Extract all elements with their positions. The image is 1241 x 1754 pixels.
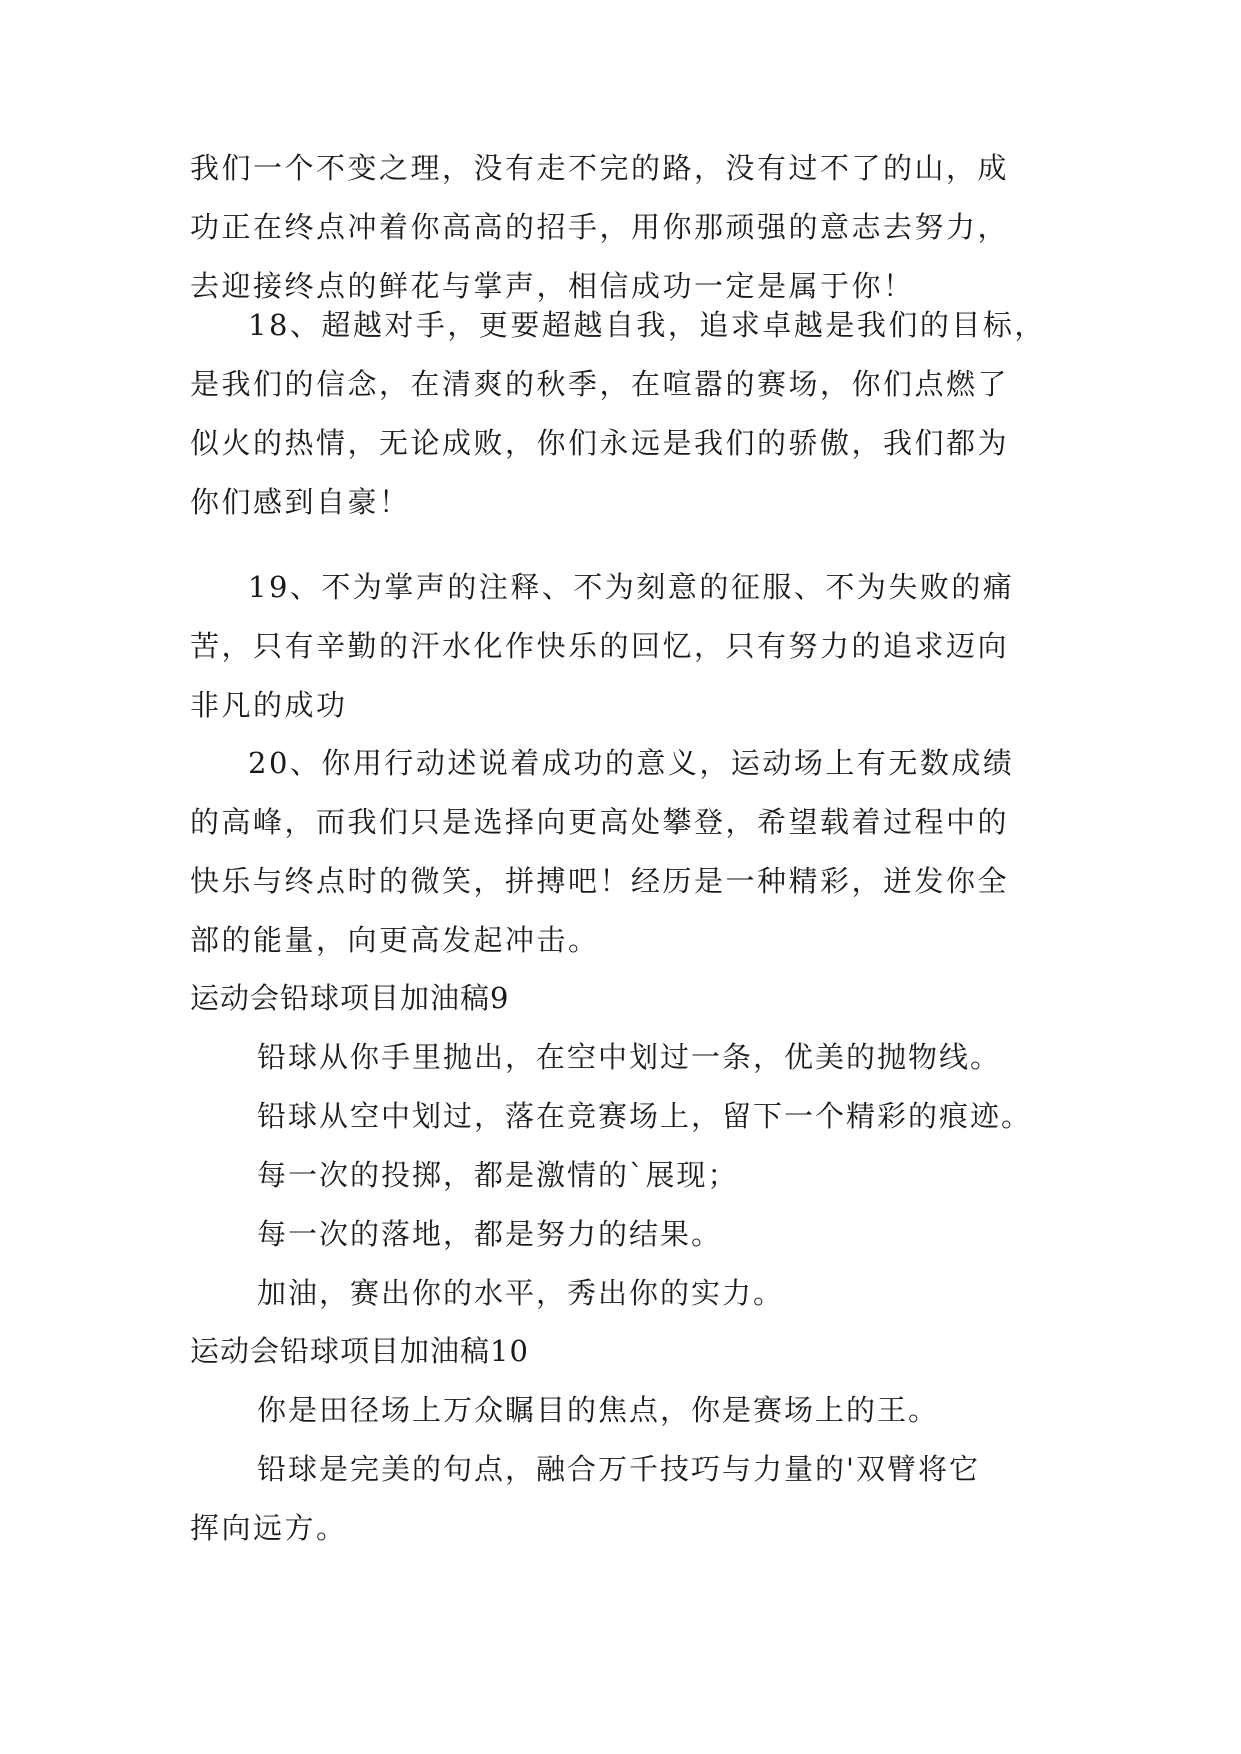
text-line: 你们感到自豪！ xyxy=(190,485,411,519)
text-line: 功正在终点冲着你高高的招手，用你那顽强的意志去努力， xyxy=(190,210,1010,244)
text-line: 挥向远方。 xyxy=(190,1511,348,1545)
section-title: 运动会铅球项目加油稿10 xyxy=(190,1334,529,1368)
text-line: 20、你用行动述说着成功的意义，运动场上有无数成绩 xyxy=(248,746,1015,780)
text-line: 19、不为掌声的注释、不为刻意的征服、不为失败的痛 xyxy=(248,570,1015,604)
verse-line: 铅球从你手里抛出，在空中划过一条，优美的抛物线。 xyxy=(257,1040,1002,1074)
text-line: 苦，只有辛勤的汗水化作快乐的回忆，只有努力的追求迈向 xyxy=(190,629,1010,663)
paragraph-20 xyxy=(190,734,1070,970)
text-line: 去迎接终点的鲜花与掌声，相信成功一定是属于你！ xyxy=(190,269,915,303)
paragraph-18 xyxy=(190,296,1070,532)
text-line: 似火的热情，无论成败，你们永远是我们的骄傲，我们都为 xyxy=(190,426,1010,460)
text-line: 快乐与终点时的微笑，拼搏吧！经历是一种精彩，迸发你全 xyxy=(190,864,1010,898)
verse-line: 加油，赛出你的水平，秀出你的实力。 xyxy=(257,1276,785,1310)
text-line: 部的能量，向更高发起冲击。 xyxy=(190,923,600,957)
section-title: 运动会铅球项目加油稿9 xyxy=(190,981,510,1015)
verse-line: 你是田径场上万众瞩目的焦点，你是赛场上的王。 xyxy=(257,1393,940,1427)
verse-line: 铅球从空中划过，落在竞赛场上，留下一个精彩的痕迹。 xyxy=(257,1099,1033,1133)
text-line: 是我们的信念，在清爽的秋季，在喧嚣的赛场，你们点燃了 xyxy=(190,367,1010,401)
text-line: 的高峰，而我们只是选择向更高处攀登，希望载着过程中的 xyxy=(190,805,1010,839)
section-10 xyxy=(190,1322,1070,1558)
verse-line: 铅球是完美的句点，融合万千技巧与力量的'双臂将它 xyxy=(257,1452,980,1486)
text-line: 18、超越对手，更要超越自我，追求卓越是我们的目标， xyxy=(248,308,1046,342)
section-9 xyxy=(190,969,1070,1323)
paragraph-19 xyxy=(190,558,1070,735)
verse-line: 每一次的投掷，都是激情的`展现； xyxy=(257,1158,739,1192)
text-line: 我们一个不变之理，没有走不完的路，没有过不了的山，成 xyxy=(190,151,1010,185)
verse-line: 每一次的落地，都是努力的结果。 xyxy=(257,1217,723,1251)
text-line: 非凡的成功 xyxy=(190,688,348,722)
paragraph-17-tail xyxy=(190,139,1070,316)
